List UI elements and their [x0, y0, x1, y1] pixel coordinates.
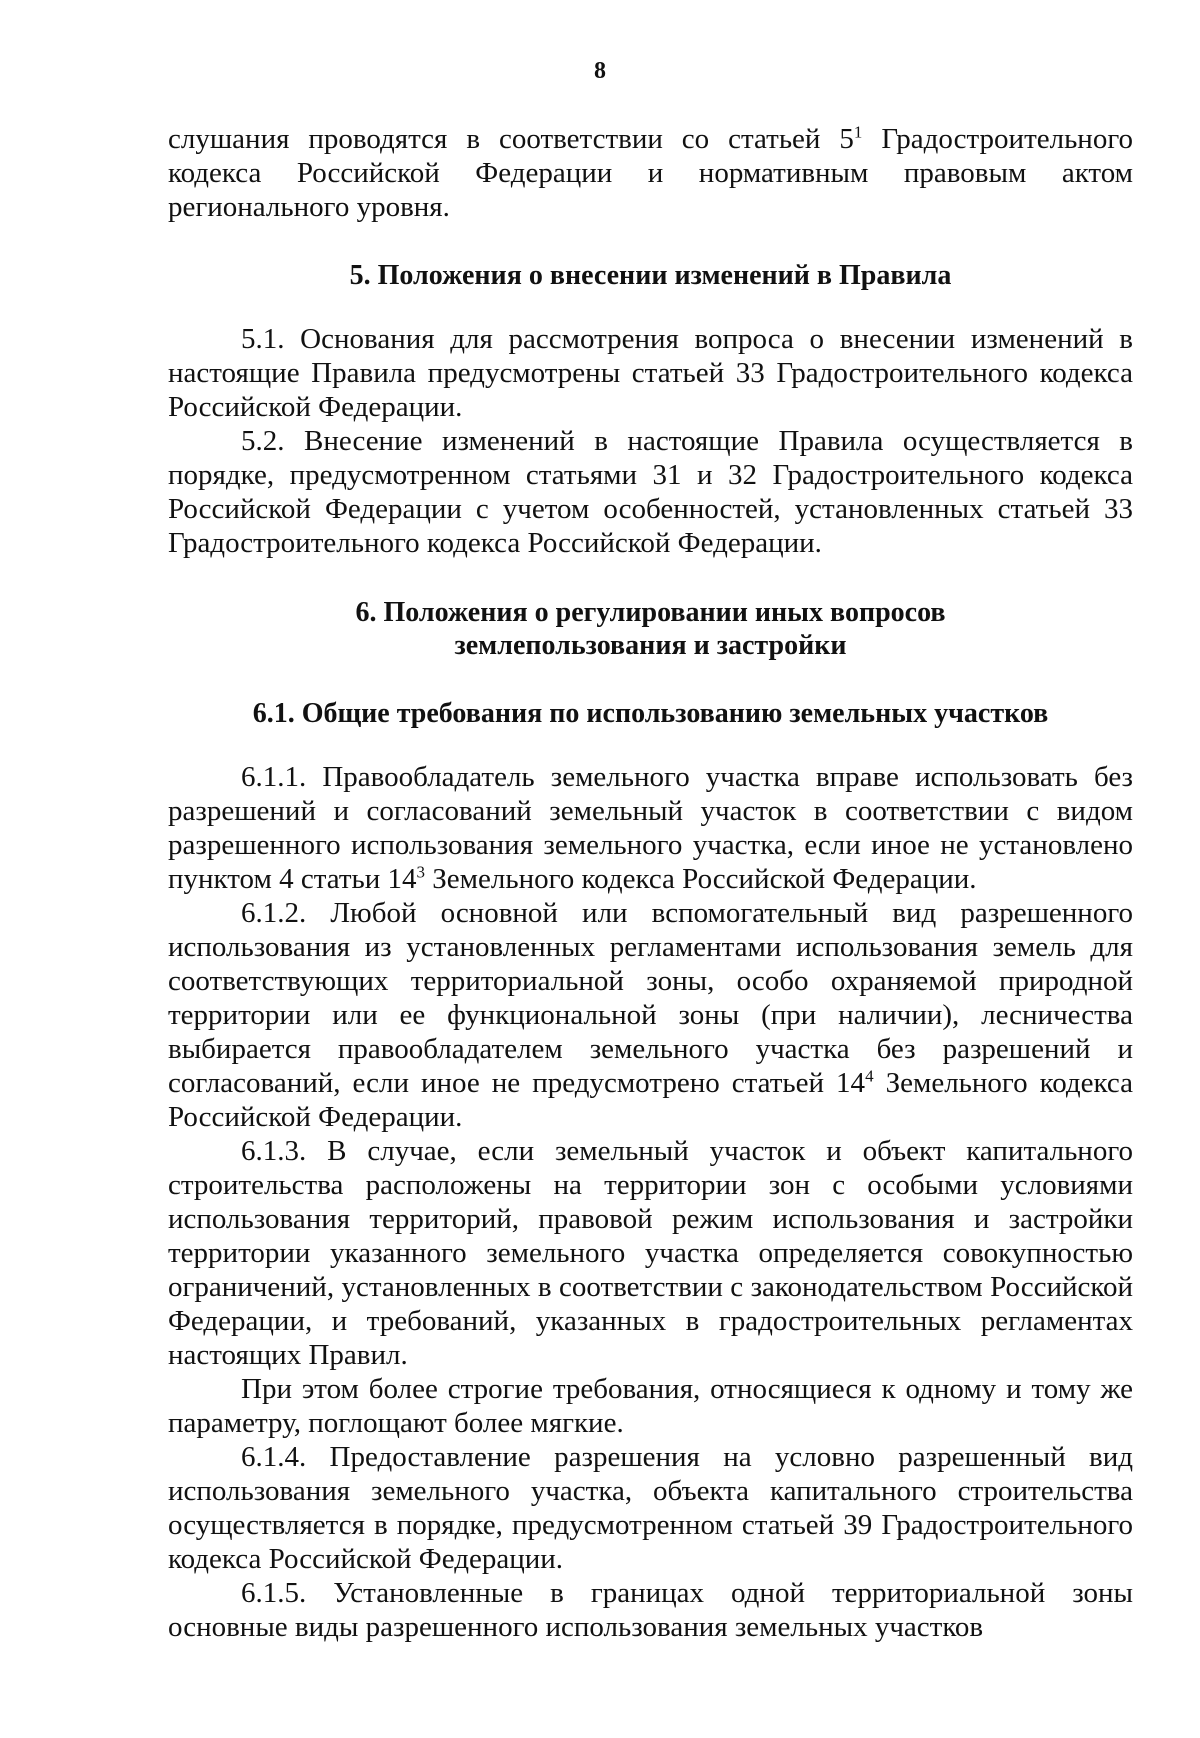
paragraph-6-1-3-continuation: При этом более строгие требования, относящиеся к одному и тому же параметру, поглощают более мягкие.	[168, 1373, 1133, 1439]
superscript: 3	[416, 862, 426, 882]
paragraph-hearings	[168, 122, 1133, 224]
subsection-heading-6-1: 6.1. Общие требования по использованию земельных участков	[252, 698, 1049, 729]
paragraph-6-1-1	[168, 760, 1133, 896]
document-body	[168, 122, 1133, 1644]
page-number: 8	[594, 58, 606, 84]
superscript: 1	[853, 122, 863, 142]
paragraph-5-2: 5.2. Внесение изменений в настоящие Правила осуществляется в порядке, предусмотренном статьями 31 и 32 Градостроительного кодекса Российской Федерации с учетом особенностей, установленных статьей 33 Градостроительного кодекса Российской Федерации.	[168, 425, 1133, 559]
text-segment: слушания проводятся в соответствии со статьей 5	[168, 123, 854, 155]
paragraph-6-1-4: 6.1.4. Предоставление разрешения на условно разрешенный вид использования земельного участка, объекта капитального строительства осуществляется в порядке, предусмотренном статьей 39 Градостроительного кодекса Российской Федерации.	[168, 1441, 1133, 1575]
text-segment: 6.1.1. Правообладатель земельного участка вправе использовать без разрешений и согласований земельный участок в соответствии с видом разрешенного использования земельного участка, если иное не установлено пунктом 4 статьи 14	[168, 761, 1133, 895]
paragraph-6-1-5: 6.1.5. Установленные в границах одной территориальной зоны основные виды разрешенного использования земельных участков	[168, 1577, 1133, 1643]
section-heading-6	[168, 596, 1133, 662]
text-segment: Земельного кодекса Российской Федерации.	[425, 863, 977, 895]
superscript: 4	[865, 1066, 874, 1086]
text-segment: Земельного кодекса Российской Федерации.	[168, 1067, 1133, 1133]
text-segment: 6.1.2. Любой основной или вспомогательный вид разрешенного использования из установленных регламентами использования земель для соответствующих территориальной зоны, особо охраняемой природной территории или ее функциональной зоны (при наличии), лесничества выбирается правообладателем земельного участка без разрешений и согласований, если иное не предусмотрено статьей 14	[168, 897, 1133, 1099]
text-segment: Градостроительного кодекса Российской Федерации и нормативным правовым актом регионального уровня.	[168, 123, 1134, 223]
section-heading-6-line-1: 6. Положения о регулировании иных вопросов	[355, 597, 946, 628]
section-heading-5: 5. Положения о внесении изменений в Правила	[349, 260, 952, 291]
section-heading-6-line-2: землепользования и застройки	[454, 630, 847, 661]
paragraph-6-1-3: 6.1.3. В случае, если земельный участок и объект капитального строительства расположены на территории зон с особыми условиями использования территорий, правовой режим использования и застройки территории указанного земельного участка определяется совокупностью ограничений, установленных в соответствии с законодательством Российской Федерации, и требований, указанных в градостроительных регламентах настоящих Правил.	[168, 1135, 1133, 1371]
paragraph-5-1: 5.1. Основания для рассмотрения вопроса о внесении изменений в настоящие Правила предусмотрены статьей 33 Градостроительного кодекса Российской Федерации.	[168, 323, 1133, 423]
paragraph-6-1-2	[168, 896, 1133, 1134]
